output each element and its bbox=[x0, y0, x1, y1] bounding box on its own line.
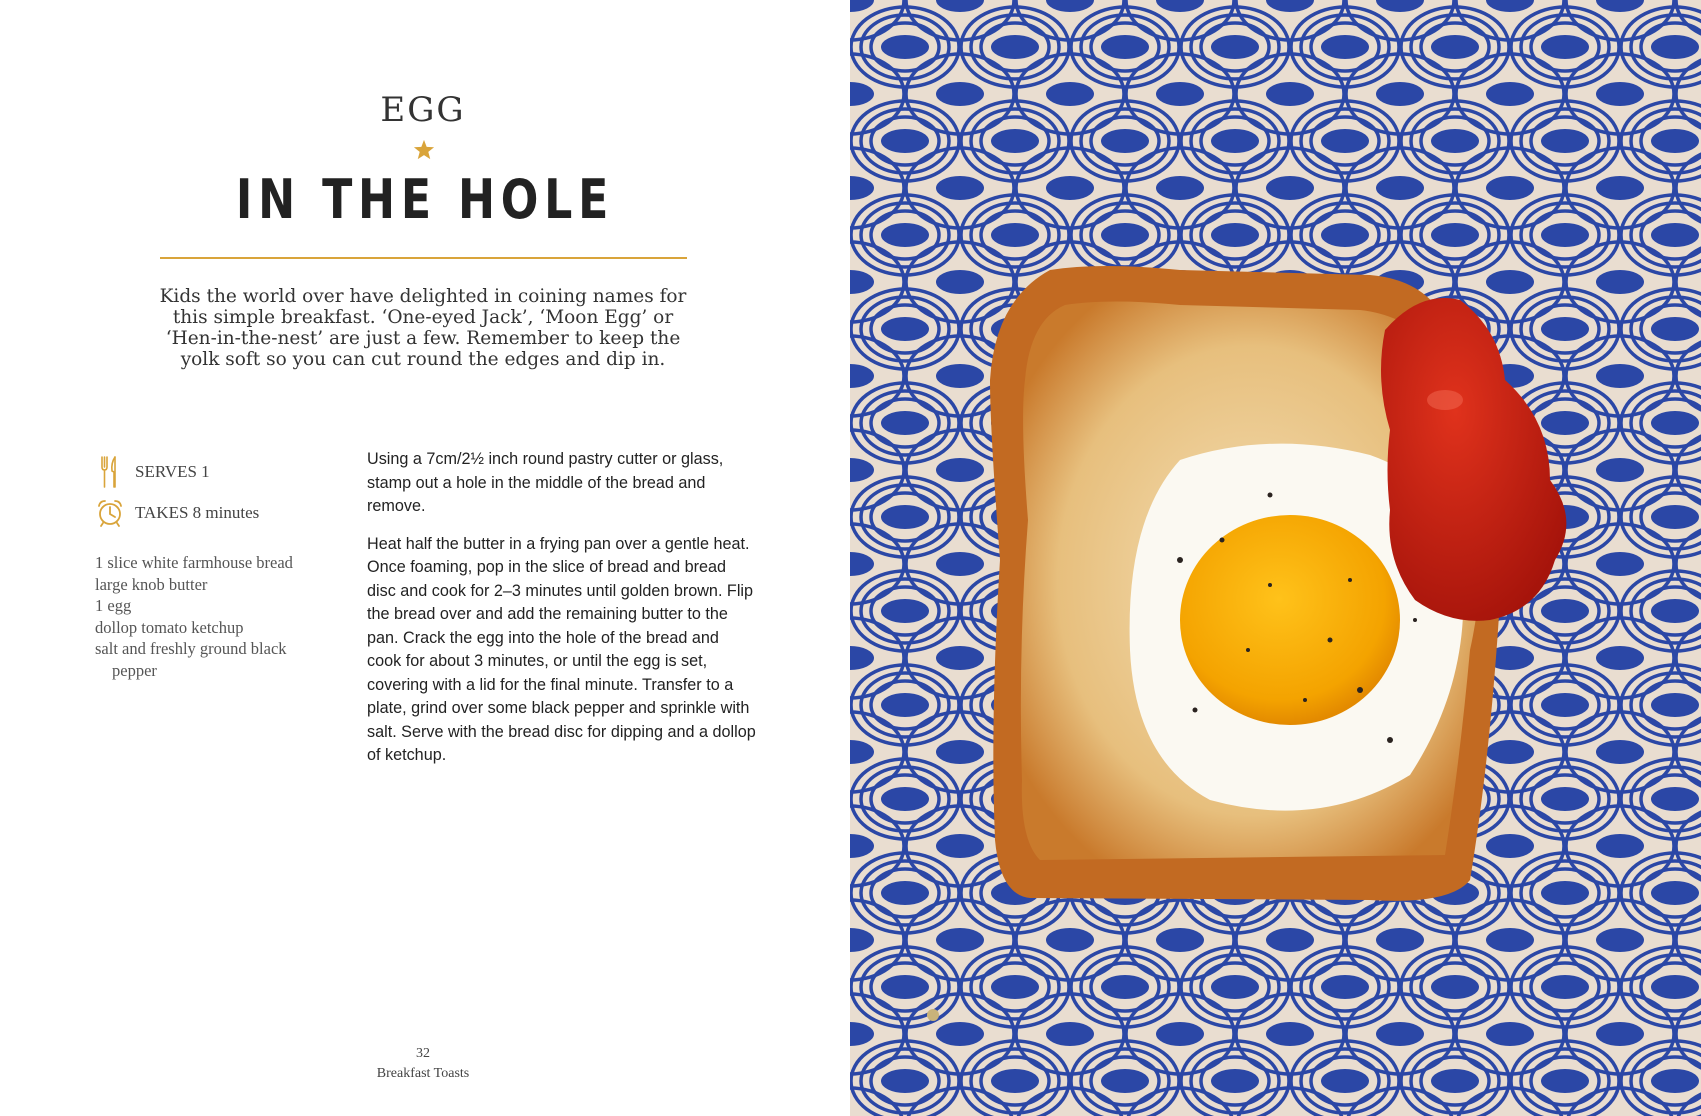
recipe-page bbox=[0, 0, 850, 1116]
ingredients-list bbox=[95, 552, 335, 681]
serves-text: SERVES 1 bbox=[135, 462, 210, 481]
takes-text: TAKES 8 minutes bbox=[135, 503, 260, 522]
section-name: Breakfast Toasts bbox=[376, 1066, 470, 1081]
serves-row bbox=[95, 455, 210, 489]
takes-row bbox=[95, 496, 259, 530]
ingredient-item: 1 slice white farmhouse bread bbox=[95, 553, 293, 572]
ingredient-item: dollop tomato ketchup bbox=[95, 617, 244, 637]
ingredient-item: large knob butter bbox=[95, 574, 208, 594]
page-footer bbox=[0, 1044, 846, 1084]
star-icon bbox=[413, 139, 435, 161]
recipe-kicker: EGG bbox=[380, 90, 466, 130]
egg-toast-illustration bbox=[850, 0, 1701, 1116]
recipe-intro: Kids the world over have delighted in coining names for this simple breakfast. ‘One-eyed Jack’, ‘Moon Egg’ or ‘Hen-in-the-nest’ are just a few. Remember to keep the yolk soft so you can cut round the edges and dip in. bbox=[159, 286, 687, 370]
cutlery-icon bbox=[95, 455, 125, 489]
recipe-photo bbox=[850, 0, 1701, 1116]
title-divider bbox=[160, 257, 687, 259]
ingredient-item: salt and freshly ground black pepper bbox=[95, 639, 287, 680]
ingredient-item: 1 egg bbox=[95, 596, 132, 615]
page-number: 32 bbox=[416, 1046, 430, 1061]
method-step: Heat half the butter in a frying pan over a gentle heat. Once foaming, pop in the slice of bread and bread disc and cook for 2–3 minutes until golden brown. Flip the bread over and add the remaining butter to the pan. Crack the egg into the hole of the bread and cook for about 3 minutes, or until the egg is set, covering with a lid for the final minute. Transfer to a plate, grind over some black pepper and sprinkle with salt. Serve with the bread disc for dipping and a dollop of ketchup. bbox=[367, 534, 756, 764]
recipe-title: IN THE HOLE bbox=[235, 168, 615, 231]
alarm-clock-icon bbox=[95, 496, 125, 530]
method-step: Using a 7cm/2½ inch round pastry cutter or glass, stamp out a hole in the middle of the bread and remove. bbox=[367, 450, 724, 515]
method-text bbox=[367, 448, 757, 782]
